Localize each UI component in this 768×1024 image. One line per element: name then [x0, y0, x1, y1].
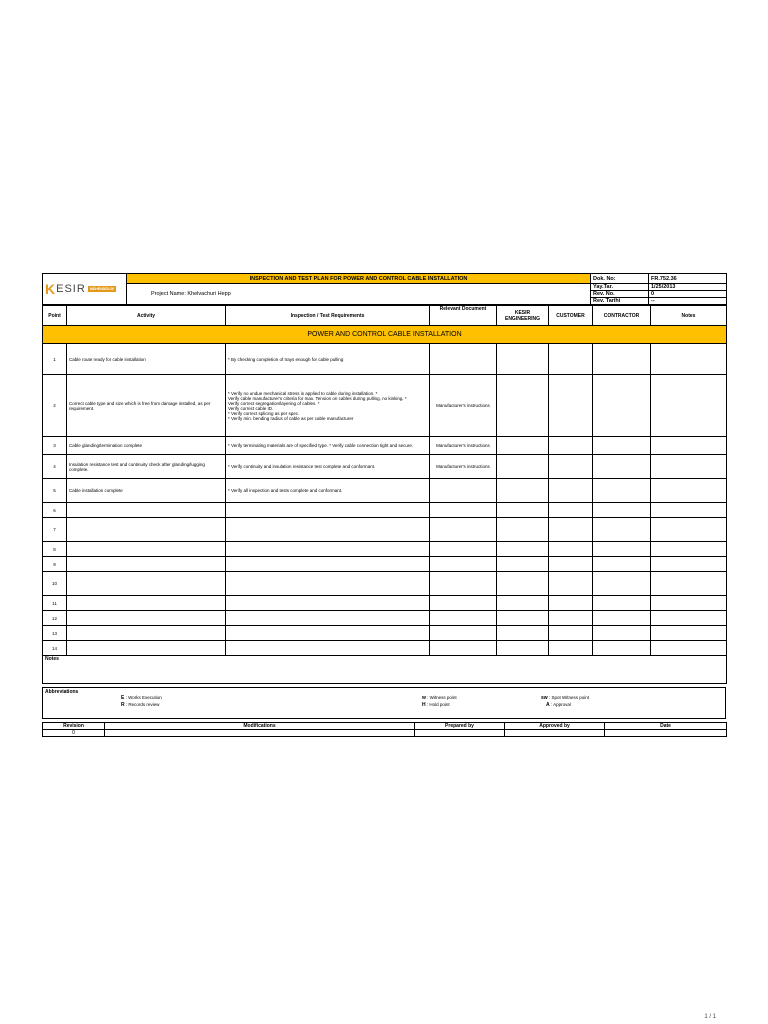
- point-cell: 11: [43, 596, 67, 611]
- requirements-cell: [226, 611, 430, 626]
- notes-cell: [651, 611, 727, 626]
- customer-cell: [549, 503, 593, 518]
- requirements-cell: [226, 641, 430, 656]
- contractor-cell: [593, 375, 651, 437]
- notes-cell: [651, 455, 727, 479]
- kesir-cell: [497, 375, 549, 437]
- requirements-cell: [226, 542, 430, 557]
- rev-col-approved: Approved by: [505, 723, 605, 730]
- notes-cell: [651, 518, 727, 542]
- document-cell: [430, 572, 497, 596]
- logo-text: ESIR: [56, 283, 86, 295]
- customer-cell: [549, 375, 593, 437]
- table-row: [43, 479, 727, 503]
- contractor-cell: [593, 437, 651, 455]
- point-cell: 14: [43, 641, 67, 656]
- activity-cell: [67, 626, 226, 641]
- contractor-cell: [593, 572, 651, 596]
- notes-cell: [651, 437, 727, 455]
- document-cell: [430, 557, 497, 572]
- point-cell: 6: [43, 503, 67, 518]
- meta-value: 0: [649, 291, 727, 298]
- revision-table: [42, 722, 727, 737]
- document-cell: Manufacturer's instructions: [430, 455, 497, 479]
- kesir-cell: [497, 641, 549, 656]
- table-row: [43, 503, 727, 518]
- table-row: [43, 572, 727, 596]
- activity-cell: [67, 572, 226, 596]
- notes-cell: [651, 479, 727, 503]
- point-cell: 7: [43, 518, 67, 542]
- project-name: Project Name: Khelvachuri Hepp: [127, 284, 591, 305]
- kesir-cell: [497, 503, 549, 518]
- activity-cell: Correct cable type and size which is free from damage installed, as per requirement.: [67, 375, 226, 437]
- document-cell: [430, 641, 497, 656]
- logo-mark: K: [45, 281, 55, 297]
- point-cell: 10: [43, 572, 67, 596]
- header-table: [42, 273, 727, 305]
- contractor-cell: [593, 596, 651, 611]
- customer-cell: [549, 455, 593, 479]
- table-row: [43, 626, 727, 641]
- kesir-cell: [497, 479, 549, 503]
- requirements-cell: [226, 572, 430, 596]
- rev-cell: [105, 730, 415, 737]
- table-row: [43, 344, 727, 375]
- rev-cell: [415, 730, 505, 737]
- notes-cell: [651, 344, 727, 375]
- notes-cell: [651, 641, 727, 656]
- activity-cell: [67, 611, 226, 626]
- kesir-cell: [497, 542, 549, 557]
- meta-label: Rev. Tarihi: [591, 298, 649, 305]
- meta-label: Yay.Tar.: [591, 284, 649, 291]
- kesir-cell: [497, 344, 549, 375]
- requirements-cell: [226, 626, 430, 641]
- contractor-cell: [593, 557, 651, 572]
- notes-cell: [651, 626, 727, 641]
- contractor-cell: [593, 641, 651, 656]
- abbr-item: sw : Spot Witness point: [541, 695, 589, 701]
- document-cell: [430, 503, 497, 518]
- rev-col-modifications: Modifications: [105, 723, 415, 730]
- point-cell: 2: [43, 375, 67, 437]
- requirements-cell: [226, 503, 430, 518]
- col-document: Relevant Document: [430, 306, 497, 326]
- table-row: [43, 375, 727, 437]
- abbr-item: w : Witness point: [422, 695, 457, 701]
- contractor-cell: [593, 626, 651, 641]
- point-cell: 4: [43, 455, 67, 479]
- abbr-item: E : Works Execution: [121, 695, 162, 701]
- requirements-cell: * Verify all inspection and tests complete and conformant.: [226, 479, 430, 503]
- document-cell: Manufacturer's instructions: [430, 437, 497, 455]
- table-row: [43, 518, 727, 542]
- col-contractor: CONTRACTOR: [593, 306, 651, 326]
- meta-label: Rev. No.: [591, 291, 649, 298]
- document-title: INSPECTION AND TEST PLAN FOR POWER AND CONTROL CABLE INSTALLATION: [127, 274, 591, 284]
- point-cell: 3: [43, 437, 67, 455]
- activity-cell: [67, 557, 226, 572]
- customer-cell: [549, 611, 593, 626]
- point-cell: 13: [43, 626, 67, 641]
- activity-cell: [67, 641, 226, 656]
- kesir-cell: [497, 455, 549, 479]
- rev-col-prepared: Prepared by: [415, 723, 505, 730]
- customer-cell: [549, 518, 593, 542]
- kesir-cell: [497, 611, 549, 626]
- customer-cell: [549, 557, 593, 572]
- section-title: POWER AND CONTROL CABLE INSTALLATION: [43, 326, 727, 344]
- document-cell: [430, 518, 497, 542]
- kesir-cell: [497, 596, 549, 611]
- meta-value: FR.752.36: [649, 274, 727, 284]
- rev-cell: [505, 730, 605, 737]
- column-headers: [43, 306, 727, 326]
- document-cell: [430, 611, 497, 626]
- requirements-cell: [226, 557, 430, 572]
- kesir-cell: [497, 557, 549, 572]
- customer-cell: [549, 479, 593, 503]
- activity-cell: Cable glanding/termination complete: [67, 437, 226, 455]
- meta-label: Dok. No:: [591, 274, 649, 284]
- table-row: [43, 455, 727, 479]
- activity-cell: [67, 542, 226, 557]
- abbr-item: H : Hold point: [422, 702, 450, 708]
- company-logo: [43, 274, 127, 305]
- kesir-cell: [497, 518, 549, 542]
- table-row: [43, 542, 727, 557]
- requirements-cell: [226, 518, 430, 542]
- col-activity: Activity: [67, 306, 226, 326]
- abbreviations-title: Abbreviations: [45, 689, 79, 695]
- requirements-cell: * Verify no undue mechanical stress is applied to cable during installation. * Verify cable manufacturer's criteria for max. Tension on cables during pulling, no kinking. * Verify correct segregation/layering of cables. * Verify correct cable ID. * Verify correct splicing as per spec. * Verify min. bending radius of cable as per cable manufacturer: [226, 375, 430, 437]
- rev-col-revision: Revision: [43, 723, 105, 730]
- col-kesir: KESIR ENGINEERING: [497, 306, 549, 326]
- requirements-cell: * By checking completion of trays enough for cable pulling: [226, 344, 430, 375]
- table-body: [43, 344, 727, 656]
- contractor-cell: [593, 542, 651, 557]
- notes-cell: [651, 557, 727, 572]
- contractor-cell: [593, 344, 651, 375]
- page-number: 1 / 1: [704, 1014, 716, 1020]
- point-cell: 1: [43, 344, 67, 375]
- activity-cell: [67, 503, 226, 518]
- table-row: [43, 437, 727, 455]
- abbr-item: A : Approval: [546, 702, 571, 708]
- contractor-cell: [593, 503, 651, 518]
- contractor-cell: [593, 479, 651, 503]
- point-cell: 8: [43, 542, 67, 557]
- document-cell: [430, 596, 497, 611]
- activity-cell: Cable installation complete: [67, 479, 226, 503]
- notes-field: Notes: [43, 656, 727, 684]
- document-cell: [430, 479, 497, 503]
- table-row: [43, 557, 727, 572]
- contractor-cell: [593, 518, 651, 542]
- col-point: Point: [43, 306, 67, 326]
- activity-cell: Insulation resistance test and continuity check after glanding/lugging complete.: [67, 455, 226, 479]
- abbr-item: R : Records review: [121, 702, 160, 708]
- kesir-cell: [497, 437, 549, 455]
- point-cell: 5: [43, 479, 67, 503]
- contractor-cell: [593, 611, 651, 626]
- rev-col-date: Date: [605, 723, 727, 730]
- requirements-cell: * Verify continuity and insulation resistance test complete and conformant.: [226, 455, 430, 479]
- contractor-cell: [593, 455, 651, 479]
- customer-cell: [549, 596, 593, 611]
- customer-cell: [549, 626, 593, 641]
- activity-cell: [67, 518, 226, 542]
- notes-cell: [651, 375, 727, 437]
- table-row: [43, 611, 727, 626]
- requirements-cell: * Verify terminating materials are of specified type. * Verify cable connection tight and secure.: [226, 437, 430, 455]
- notes-cell: [651, 503, 727, 518]
- table-row: [43, 641, 727, 656]
- col-notes: Notes: [651, 306, 727, 326]
- abbreviations-box: [42, 687, 726, 719]
- customer-cell: [549, 572, 593, 596]
- inspection-table: [42, 305, 727, 684]
- notes-cell: [651, 542, 727, 557]
- rev-cell: [605, 730, 727, 737]
- meta-value: --: [649, 298, 727, 305]
- kesir-cell: [497, 572, 549, 596]
- meta-value: 1/25/2013: [649, 284, 727, 291]
- col-requirements: Inspection / Test Requirements: [226, 306, 430, 326]
- customer-cell: [549, 641, 593, 656]
- notes-cell: [651, 572, 727, 596]
- customer-cell: [549, 542, 593, 557]
- itp-sheet: [42, 273, 726, 737]
- customer-cell: [549, 437, 593, 455]
- document-cell: [430, 344, 497, 375]
- notes-cell: [651, 596, 727, 611]
- activity-cell: [67, 596, 226, 611]
- rev-cell: 0: [43, 730, 105, 737]
- customer-cell: [549, 344, 593, 375]
- activity-cell: Cable route ready for cable installation: [67, 344, 226, 375]
- document-cell: [430, 542, 497, 557]
- kesir-cell: [497, 626, 549, 641]
- col-customer: CUSTOMER: [549, 306, 593, 326]
- logo-tagline: MÜHENDİSLİK: [89, 287, 115, 291]
- document-cell: Manufacturer's instructions: [430, 375, 497, 437]
- requirements-cell: [226, 596, 430, 611]
- table-row: [43, 596, 727, 611]
- point-cell: 9: [43, 557, 67, 572]
- point-cell: 12: [43, 611, 67, 626]
- document-cell: [430, 626, 497, 641]
